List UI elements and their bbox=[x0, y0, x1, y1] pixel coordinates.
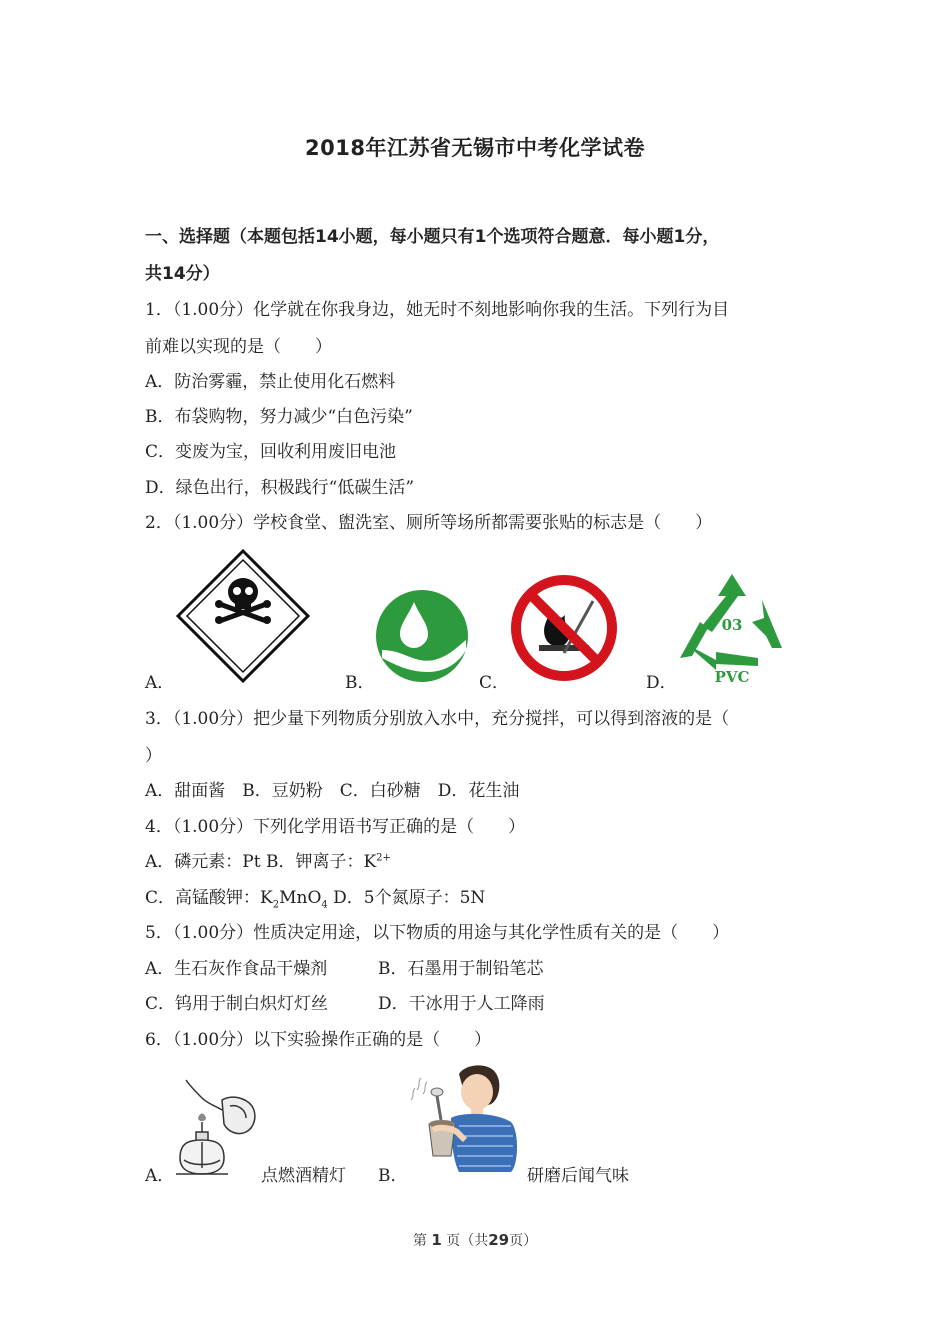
recycle-pvc-icon bbox=[676, 570, 788, 686]
q4-stem: 4．（1.00分）下列化学用语书写正确的是（ ） bbox=[145, 817, 526, 837]
q3-stem: 3．（1.00分）把少量下列物质分别放入水中，充分搅拌，可以得到溶液的是（ bbox=[145, 709, 730, 729]
page-title: 2018年江苏省无锡市中考化学试卷 bbox=[305, 136, 645, 160]
boy-smelling-icon bbox=[407, 1060, 523, 1180]
alcohol-lamp-icon bbox=[172, 1076, 260, 1180]
q3-options: A．甜面酱 B．豆奶粉 C．白砂糖 D．花生油 bbox=[145, 781, 520, 801]
q5-option-c: C．钨用于制白炽灯灯丝 bbox=[145, 994, 329, 1014]
q1-stem-cont: 前难以实现的是（ ） bbox=[145, 337, 332, 357]
section-heading-cont: 共14分） bbox=[145, 264, 220, 284]
q6-caption-a: 点燃酒精灯 bbox=[261, 1166, 346, 1186]
q3-stem-cont: ） bbox=[145, 746, 162, 766]
q4-option-a: A．磷元素：Pt bbox=[145, 852, 261, 872]
q2-label-b: B． bbox=[345, 673, 375, 693]
q2-label-d: D． bbox=[646, 673, 677, 693]
q4-options-cd bbox=[145, 883, 485, 910]
q5-option-a: A．生石灰作食品干燥剂 bbox=[145, 959, 328, 979]
q6-caption-b: 研磨后闻气味 bbox=[527, 1166, 629, 1186]
water-saving-icon bbox=[374, 588, 470, 684]
no-fire-icon bbox=[509, 573, 619, 683]
q1-stem: 1．（1.00分）化学就在你我身边，她无时不刻地影响你我的生活。下列行为目 bbox=[145, 300, 730, 320]
q1-option-b: B．布袋购物，努力减少“白色污染” bbox=[145, 407, 413, 427]
q1-option-d: D．绿色出行，积极践行“低碳生活” bbox=[145, 478, 415, 498]
page-footer: 第 1 页（共29页） bbox=[412, 1231, 538, 1249]
recycle-number: 03 bbox=[721, 616, 743, 634]
q4-option-b: B．钾离子：$K^{2+}$ bbox=[265, 852, 391, 872]
total-page-count: 29 bbox=[488, 1231, 510, 1249]
q6-label-b: B． bbox=[378, 1166, 408, 1186]
toxic-sign-icon bbox=[175, 548, 311, 684]
q2-label-a: A． bbox=[145, 673, 175, 693]
q2-stem: 2．（1.00分）学校食堂、盥洗室、厕所等场所都需要张贴的标志是（ ） bbox=[145, 513, 713, 533]
q5-stem: 5．（1.00分）性质决定用途，以下物质的用途与其化学性质有关的是（ ） bbox=[145, 923, 730, 943]
current-page-number: 1 bbox=[431, 1231, 442, 1249]
q5-option-b: B．石墨用于制铅笔芯 bbox=[378, 959, 544, 979]
q6-label-a: A． bbox=[145, 1166, 175, 1186]
q5-option-d: D．干冰用于人工降雨 bbox=[378, 994, 545, 1014]
q1-option-a: A．防治雾霾，禁止使用化石燃料 bbox=[145, 372, 396, 392]
q4-options-ab bbox=[145, 847, 391, 872]
recycle-material: PVC bbox=[714, 668, 750, 686]
q4-option-d: D．5个氮原子：5N bbox=[333, 888, 486, 908]
q1-option-c: C．变废为宝，回收利用废旧电池 bbox=[145, 442, 397, 462]
q6-stem: 6．（1.00分）以下实验操作正确的是（ ） bbox=[145, 1030, 492, 1050]
q4-option-c: C．高锰酸钾：$K_2MnO_4$ bbox=[145, 888, 328, 911]
q2-label-c: C． bbox=[479, 673, 510, 693]
section-heading: 一、选择题（本题包括14小题，每小题只有1个选项符合题意．每小题1分， bbox=[145, 227, 720, 247]
